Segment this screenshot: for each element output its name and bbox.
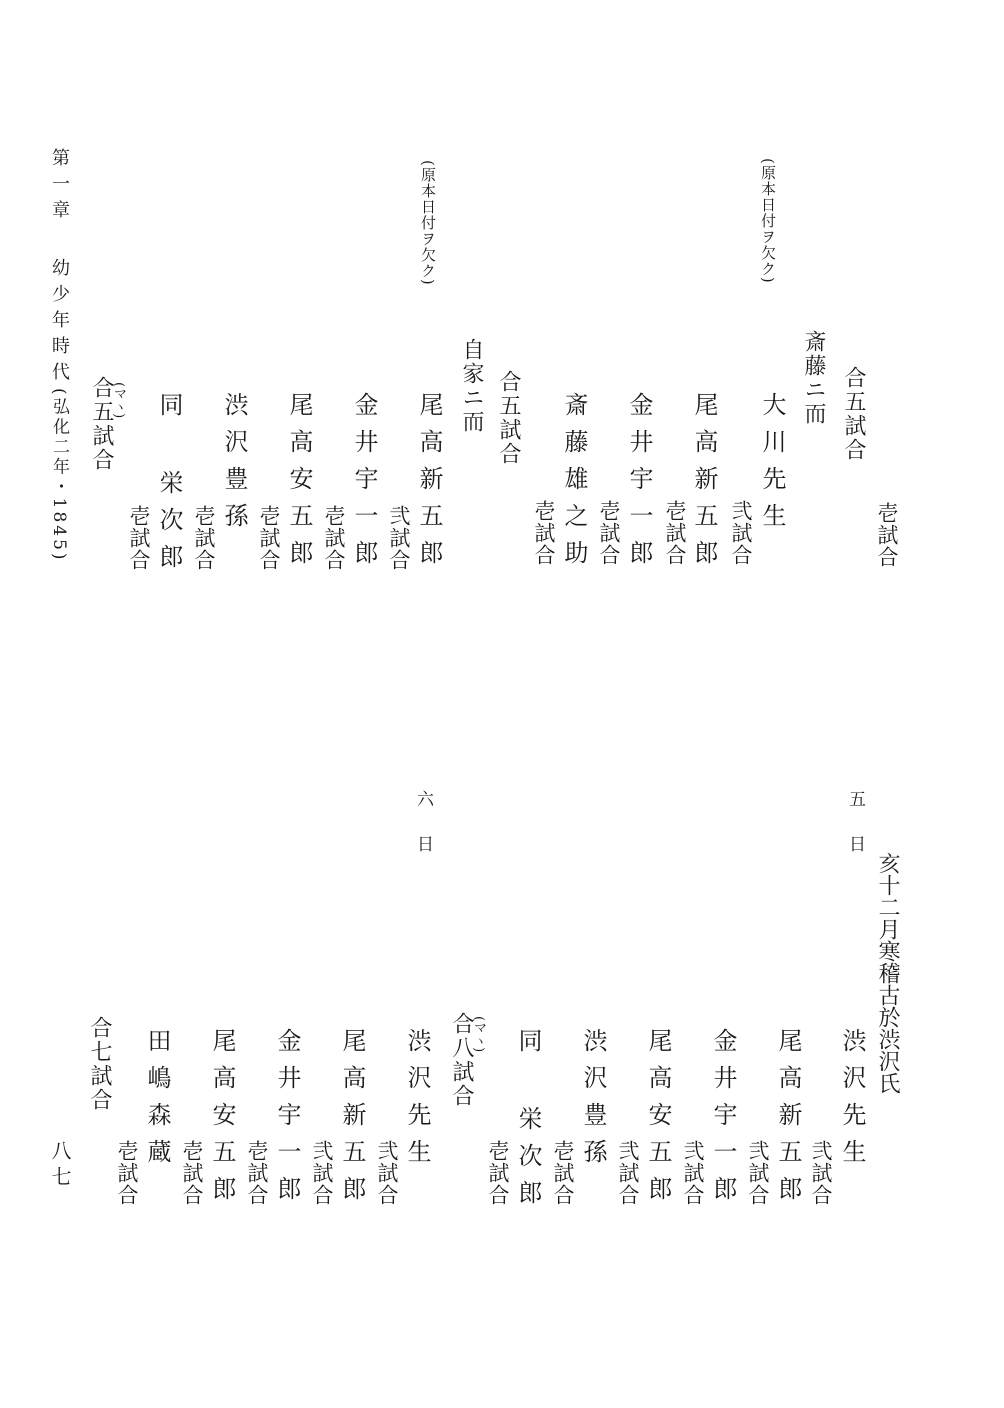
entry-name: 同 栄次郎 (155, 392, 183, 581)
entry-count: 弐試合 (387, 505, 411, 571)
year-label: (弘化二年・1845) (49, 388, 69, 563)
entry-count: 弐試合 (616, 1140, 640, 1206)
entry-count: 壱試合 (486, 1140, 510, 1206)
count: 壱試合 (875, 502, 899, 568)
heading: 自家ニ而 (459, 338, 484, 434)
entry-count: 壱試合 (180, 1140, 204, 1206)
entry-name: 尾高新五郎 (338, 1028, 366, 1213)
entry-name: 金井宇一郎 (273, 1028, 301, 1213)
entry-name: 大川先生 (758, 392, 786, 540)
sic-mark: (マヽ) (111, 382, 126, 419)
entry-count: 壱試合 (532, 500, 556, 566)
entry-name: 渋沢先生 (403, 1028, 431, 1176)
heading: 亥十二月寒稽古於渋沢氏 (875, 852, 900, 1094)
entry-count: 壱試合 (551, 1140, 575, 1206)
entry-count: 弐試合 (310, 1140, 334, 1206)
entry-name: 斎藤雄之助 (560, 392, 588, 577)
entry-count: 壱試合 (663, 500, 687, 566)
entry-count: 壱試合 (192, 505, 216, 571)
total: 合五試合 (89, 376, 114, 472)
entry-name: 尾高新五郎 (774, 1028, 802, 1213)
entry-name: 尾高新五郎 (415, 392, 443, 577)
entry-name: 尾高安五郎 (208, 1028, 236, 1213)
entry-count: 弐試合 (729, 500, 753, 566)
entry-count: 弐試合 (681, 1140, 705, 1206)
entry-name: 尾高新五郎 (690, 392, 718, 577)
sic-mark: (マヽ) (471, 1016, 486, 1053)
entry-count: 弐試合 (809, 1140, 833, 1206)
entry-name: 金井宇一郎 (625, 392, 653, 577)
entry-name: 渋沢豊孫 (579, 1028, 607, 1176)
entry-count: 弐試合 (375, 1140, 399, 1206)
entry-name: 金井宇一郎 (350, 392, 378, 577)
entry-name: 田嶋森蔵 (143, 1028, 171, 1176)
entry-name: 金井宇一郎 (709, 1028, 737, 1213)
entry-count: 壱試合 (115, 1140, 139, 1206)
entry-count: 壱試合 (597, 500, 621, 566)
chapter-label: 第一章 (49, 148, 70, 226)
total: 合七試合 (87, 1016, 112, 1112)
entry-name: 尾高安五郎 (285, 392, 313, 577)
note: (原本日付ヲ欠ク) (759, 158, 777, 284)
entry-count: 壱試合 (322, 505, 346, 571)
total: 合五試合 (496, 370, 521, 466)
entry-count: 壱試合 (257, 505, 281, 571)
chapter-title: 幼少年時代 (49, 258, 70, 388)
entry-name: 同 栄次郎 (514, 1028, 542, 1217)
entry-name: 渋沢先生 (838, 1028, 866, 1176)
page-number: 八七 (48, 1140, 72, 1192)
entry-count: 弐試合 (746, 1140, 770, 1206)
entry-count: 壱試合 (245, 1140, 269, 1206)
total: 合八試合 (449, 1012, 474, 1108)
heading: 斎藤ニ而 (801, 330, 826, 426)
entry-name: 尾高安五郎 (644, 1028, 672, 1213)
entry-name: 渋沢豊孫 (220, 392, 248, 540)
day-label: 六日 (413, 790, 433, 880)
heading: 合五試合 (841, 366, 866, 462)
entry-count: 壱試合 (127, 505, 151, 571)
day-label: 五日 (845, 790, 865, 880)
note: (原本日付ヲ欠ク) (419, 160, 437, 286)
